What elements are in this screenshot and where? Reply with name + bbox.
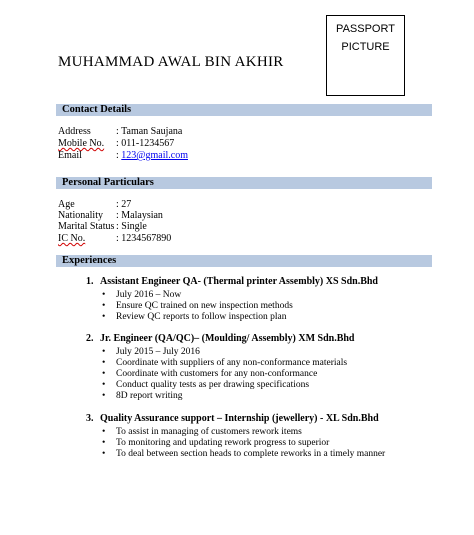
list-item: • Ensure QC trained on new inspection methods xyxy=(102,301,293,312)
job-bullets-2 xyxy=(102,347,347,402)
job-bullets-3 xyxy=(102,427,385,460)
list-item: • Coordinate with customers for any non-conformance xyxy=(102,369,347,380)
nationality-label: Nationality xyxy=(58,210,103,221)
list-item: • To assist in managing of customers rework items xyxy=(102,427,385,438)
list-item: • To deal between section heads to complete reworks in a timely manner xyxy=(102,449,385,460)
address-row xyxy=(58,126,182,137)
age-row xyxy=(58,199,131,210)
experiences-heading: Experiences xyxy=(56,255,432,267)
ic-label: IC No. xyxy=(58,233,86,244)
nationality-value: : Malaysian xyxy=(116,210,163,221)
job-bullets-1 xyxy=(102,290,293,323)
email-row xyxy=(58,150,188,161)
job-title-text-2: Jr. Engineer (QA/QC)– (Moulding/ Assembly) XM Sdn.Bhd xyxy=(100,333,355,344)
mobile-row xyxy=(58,138,174,149)
job-number-3: 3. xyxy=(86,413,94,424)
list-item: • Review QC reports to follow inspection plan xyxy=(102,312,293,323)
marital-status-value: : Single xyxy=(116,221,147,232)
job-number-2: 2. xyxy=(86,333,94,344)
marital-status-row xyxy=(58,221,147,232)
list-item: • To monitoring and updating rework progress to superior xyxy=(102,438,385,449)
age-value: : 27 xyxy=(116,199,132,210)
job-title-text-1: Assistant Engineer QA- (Thermal printer Assembly) XS Sdn.Bhd xyxy=(100,276,378,287)
ic-value: : 1234567890 xyxy=(116,233,172,244)
contact-details-heading: Contact Details xyxy=(56,104,432,116)
list-item: • Conduct quality tests as per drawing specifications xyxy=(102,380,347,391)
address-label: Address xyxy=(58,126,91,137)
job-number-1: 1. xyxy=(86,276,94,287)
list-item: • 8D report writing xyxy=(102,391,347,402)
list-item: • July 2016 – Now xyxy=(102,290,293,301)
photo-label-line1: PASSPORT xyxy=(336,23,395,35)
list-item: • Coordinate with suppliers of any non-conformance materials xyxy=(102,358,347,369)
candidate-name: MUHAMMAD AWAL BIN AKHIR xyxy=(58,54,284,70)
email-label: Email xyxy=(58,150,82,161)
email-link[interactable]: 123@gmail.com xyxy=(121,150,188,161)
ic-row xyxy=(58,233,171,244)
list-item: • July 2015 – July 2016 xyxy=(102,347,347,358)
job-title-2 xyxy=(86,333,354,345)
personal-particulars-heading: Personal Particulars xyxy=(56,177,432,189)
passport-picture-box xyxy=(326,15,405,96)
photo-label-line2: PICTURE xyxy=(341,41,390,53)
job-title-3 xyxy=(86,413,379,425)
marital-status-label: Marital Status xyxy=(58,221,115,232)
mobile-value: : 011-1234567 xyxy=(116,138,175,149)
job-title-1 xyxy=(86,276,378,288)
mobile-label: Mobile No. xyxy=(58,138,105,149)
nationality-row xyxy=(58,210,163,221)
address-value: : Taman Saujana xyxy=(116,126,183,137)
age-label: Age xyxy=(58,199,75,210)
job-title-text-3: Quality Assurance support – Internship (jewellery) - XL Sdn.Bhd xyxy=(100,413,379,424)
email-separator: : xyxy=(116,150,122,161)
